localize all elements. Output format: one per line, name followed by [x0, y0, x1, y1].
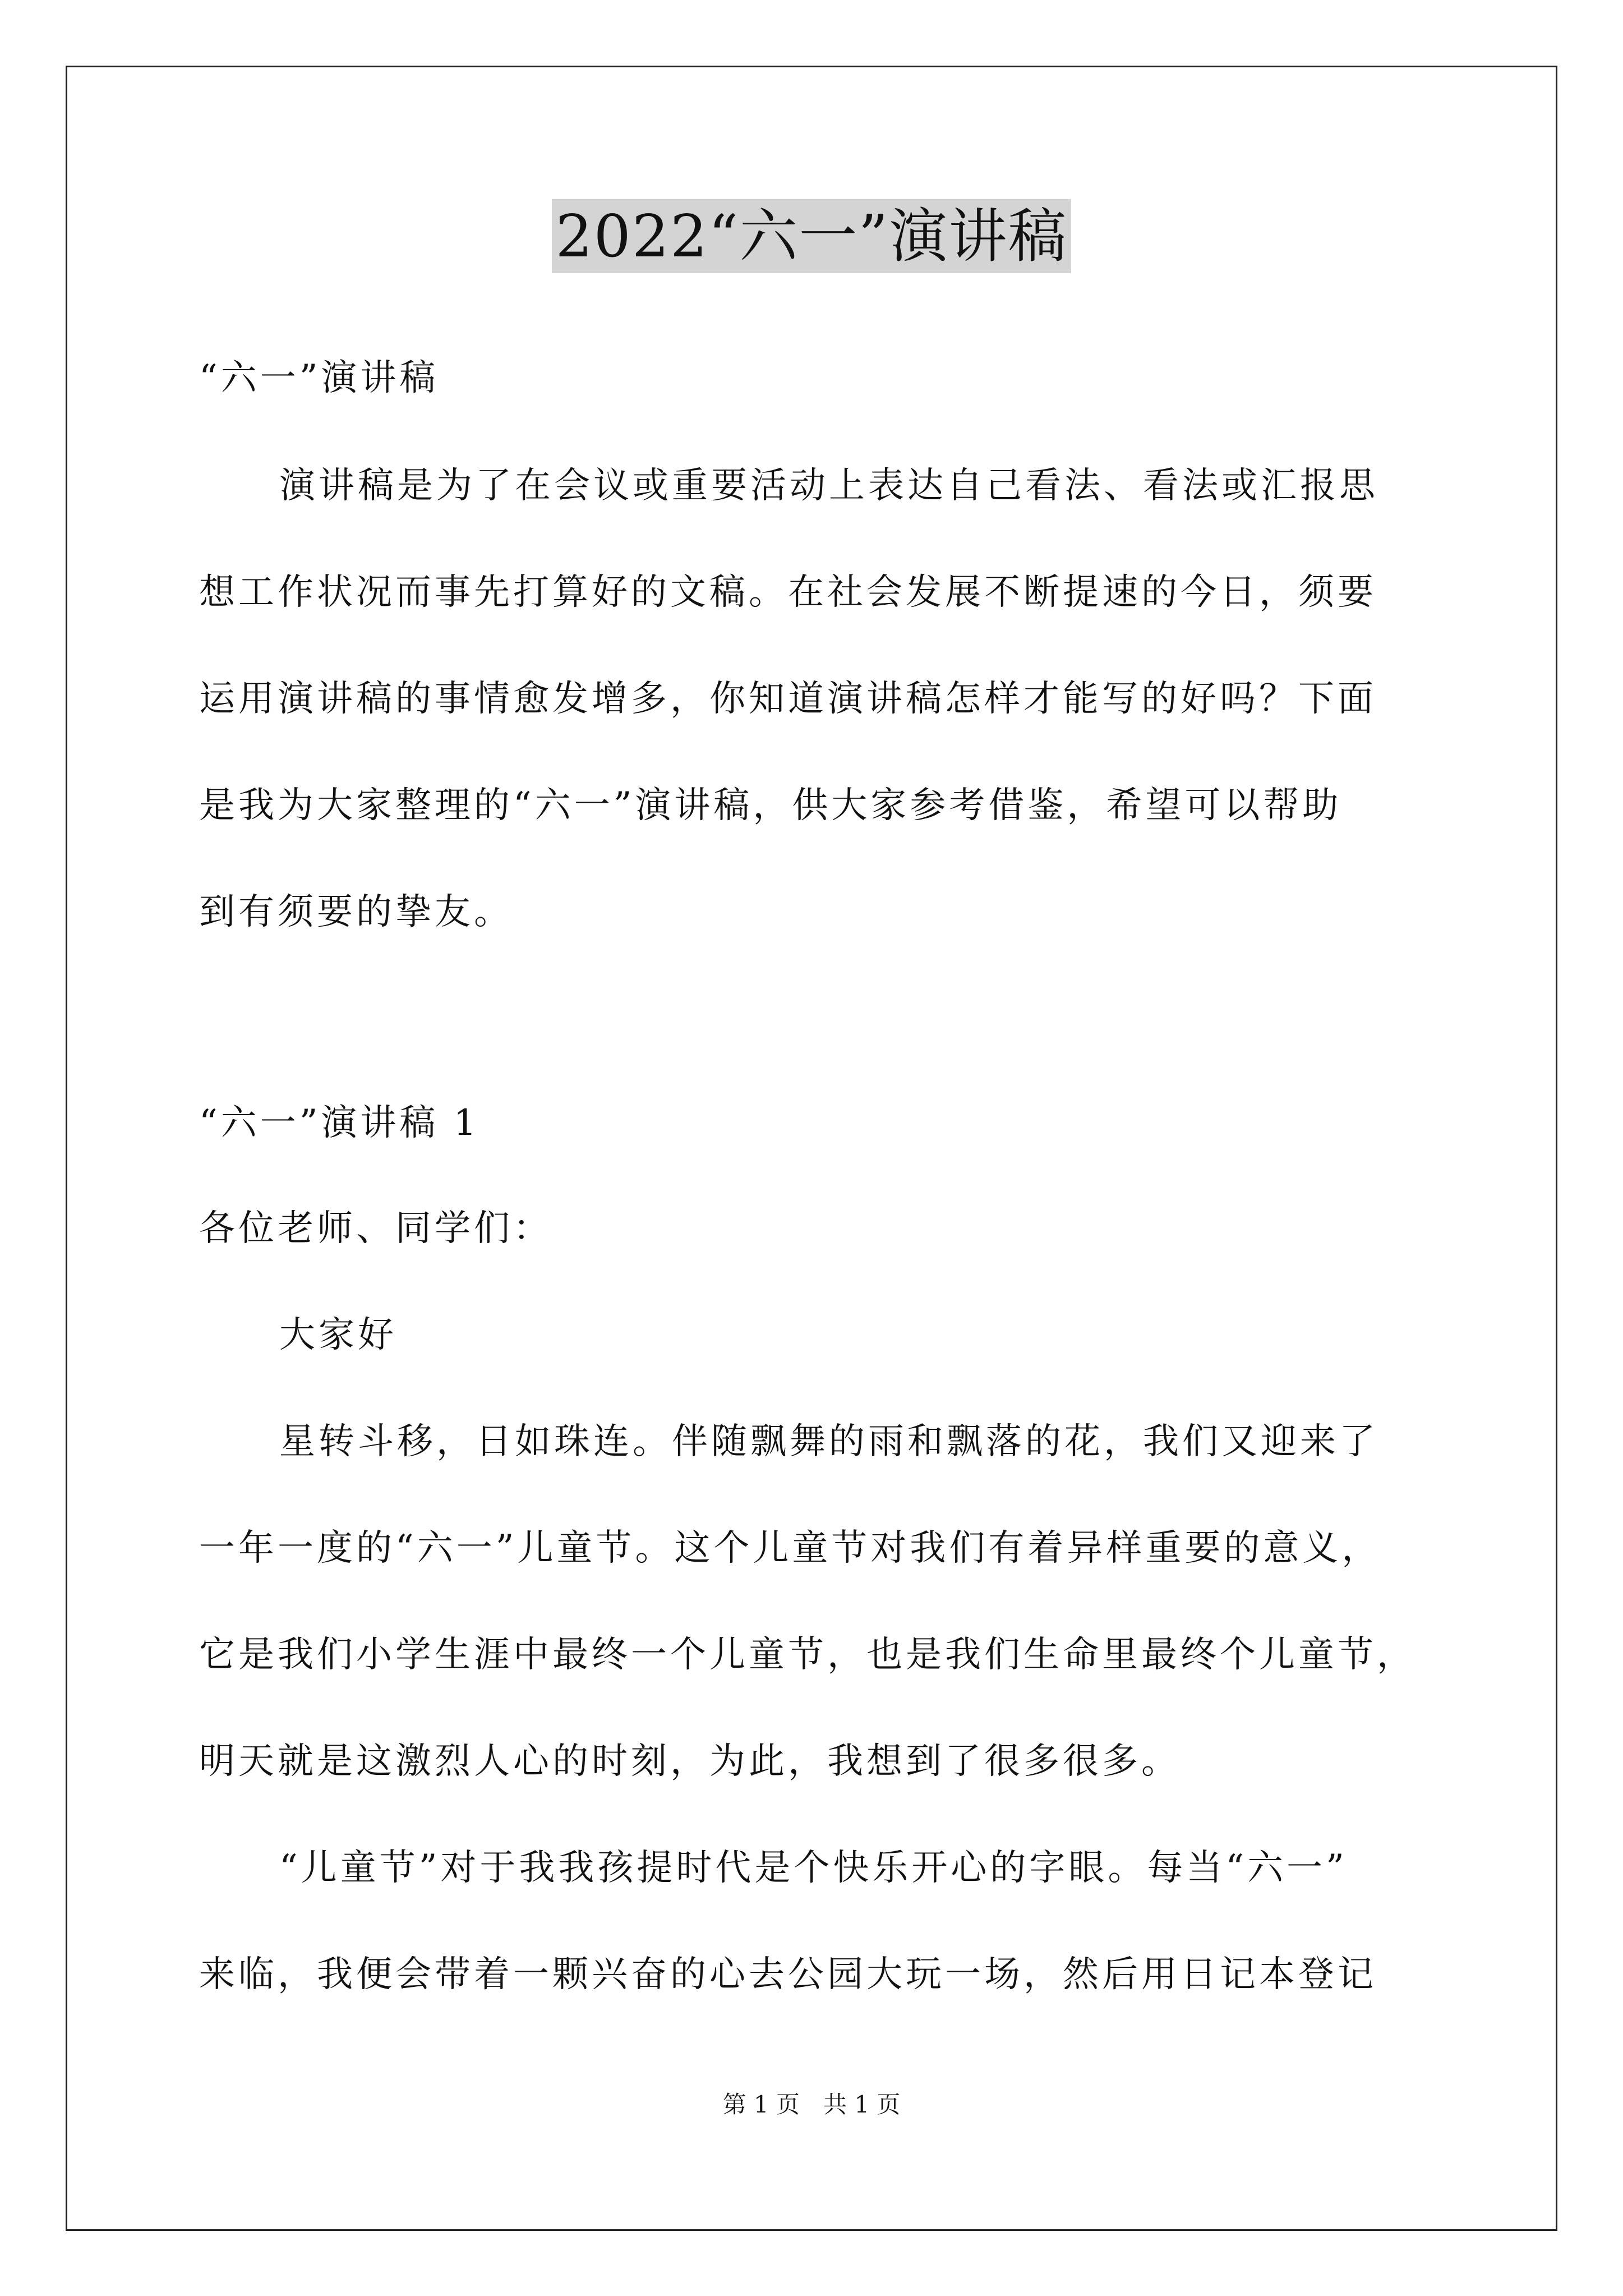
para2-line-2: 来临，我便会带着一颗兴奋的心去公园大玩一场，然后用日记本登记: [199, 1954, 1377, 1995]
subtitle: “六一”演讲稿: [199, 357, 439, 399]
para1-line-2: 一年一度的“六一”儿童节。这个儿童节对我们有着异样重要的意义，: [199, 1527, 1381, 1569]
para1-line-3: 它是我们小学生涯中最终一个儿童节，也是我们生命里最终个儿童节，: [199, 1634, 1416, 1676]
para2-line-1: “儿童节”对于我我孩提时代是个快乐开心的字眼。每当“六一”: [279, 1847, 1348, 1889]
para1-line-4: 明天就是这激烈人心的时刻，为此，我想到了很多很多。: [199, 1741, 1181, 1782]
intro-line-3: 运用演讲稿的事情愈发增多，你知道演讲稿怎样才能写的好吗？下面: [199, 678, 1377, 720]
para1-line-1: 星转斗移，日如珠连。伴随飘舞的雨和飘落的花，我们又迎来了: [279, 1421, 1378, 1462]
section-heading: “六一”演讲稿 1: [199, 1102, 480, 1144]
intro-line-1: 演讲稿是为了在会议或重要活动上表达自己看法、看法或汇报思: [279, 465, 1378, 507]
document-title: 2022“六一”演讲稿: [552, 199, 1071, 273]
intro-line-5: 到有须要的挚友。: [199, 891, 513, 933]
greeting: 大家好: [279, 1314, 397, 1356]
intro-line-4: 是我为大家整理的“六一”演讲稿，供大家参考借鉴，希望可以帮助: [199, 785, 1342, 826]
title-container: [0, 199, 1623, 273]
salutation: 各位老师、同学们：: [199, 1208, 552, 1249]
page-footer: 第 1 页 共 1 页: [722, 2091, 901, 2118]
intro-line-2: 想工作状况而事先打算好的文稿。在社会发展不断提速的今日，须要: [199, 572, 1377, 613]
